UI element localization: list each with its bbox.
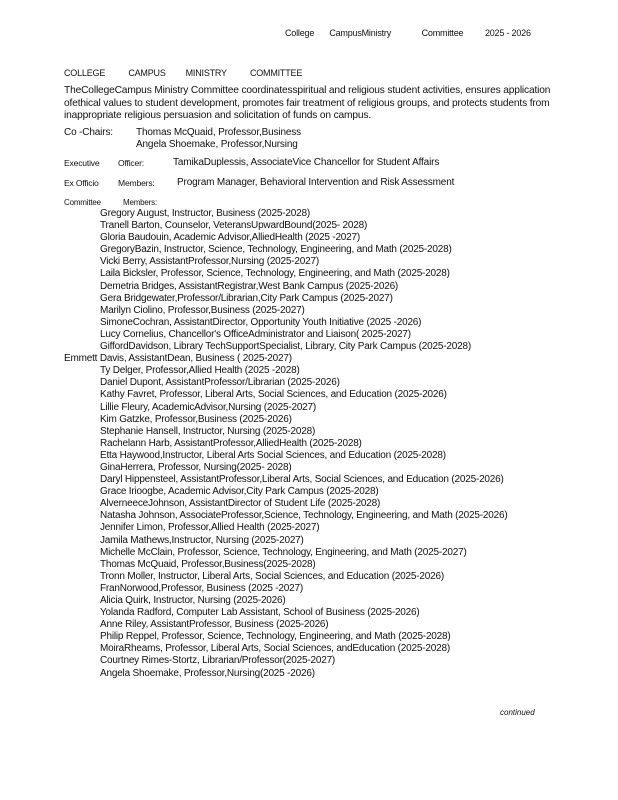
list-item: Kathy Favret, Professor, Liberal Arts, Social Sciences, and Education (2025-2026) [100, 389, 447, 401]
list-item: MoiraRheams, Professor, Liberal Arts, Social Sciences, andEducation (2025-2028) [100, 643, 450, 655]
heading-word-committee: COMMITTEE [249, 68, 303, 78]
heading-word-campus: CAMPUS [128, 68, 166, 78]
document-heading [64, 68, 302, 78]
committee-member-list [64, 208, 600, 680]
list-item: Daniel Dupont, AssistantProfessor/Librarian (2025-2026) [100, 377, 340, 389]
list-item: Philip Reppel, Professor, Science, Technology, Engineering, and Math (2025-2028) [100, 631, 451, 643]
list-item: FranNorwood,Professor, Business (2025 -2027) [100, 582, 303, 594]
list-item: Emmett Davis, AssistantDean, Business ( 2025-2027) [64, 353, 292, 365]
heading-word-ministry: MINISTRY [185, 68, 227, 78]
list-item: SimoneCochran, AssistantDirector, Opportunity Youth Initiative (2025 -2026) [100, 316, 422, 328]
list-item: Marilyn Ciolino, Professor,Business (2025-2027) [100, 304, 305, 316]
committee-members-label: Members: [123, 198, 157, 207]
header-committee: Committee [421, 28, 464, 38]
list-item: Jamila Mathews,Instructor, Nursing (2025-2027) [100, 534, 304, 546]
page-header [285, 28, 531, 38]
co-chair-2: Angela Shoemake, Professor,Nursing [136, 139, 298, 150]
list-item: Gregory August, Instructor, Business (2025-2028) [100, 208, 310, 219]
co-chairs-label: Co -Chairs: [64, 127, 113, 138]
list-item: Gera Bridgewater,Professor/Librarian,City Park Campus (2025-2027) [100, 292, 393, 304]
list-item: Demetria Bridges, AssistantRegistrar,West Bank Campus (2025-2026) [100, 280, 399, 292]
list-item: GiffordDavidson, Library TechSupportSpecialist, Library, City Park Campus (2025-2028) [100, 341, 471, 353]
executive-label: Executive [64, 158, 100, 168]
ex-officio-label: Ex Officio [64, 178, 99, 188]
list-item: Grace Irioogbe, Academic Advisor,City Park Campus (2025-2028) [100, 486, 379, 498]
ex-officio-value: Program Manager, Behavioral Intervention and Risk Assessment [177, 177, 455, 188]
list-item: Gloria Baudouin, Academic Advisor,AlliedHealth (2025 -2027) [100, 232, 361, 244]
list-item: Tranell Barton, Counselor, VeteransUpwardBound(2025- 2028) [100, 220, 368, 232]
list-item: GregoryBazin, Instructor, Science, Technology, Engineering, and Math (2025-2028) [100, 244, 452, 256]
list-item: Angela Shoemake, Professor,Nursing(2025 -2026) [100, 667, 315, 679]
committee-label: Committee [64, 198, 101, 207]
list-item: Lucy Cornelius, Chancellor's OfficeAdministrator and Liaison( 2025-2027) [100, 328, 411, 340]
list-item: GinaHerrera, Professor, Nursing(2025- 2028) [100, 461, 292, 473]
list-item: Daryl Hippensteel, AssistantProfessor,Liberal Arts, Social Sciences, and Education (2025-2026) [100, 474, 504, 486]
list-item: Stephanie Hansell, Instructor, Nursing (2025-2028) [100, 425, 316, 437]
list-item: Thomas McQuaid, Professor,Business(2025-2028) [100, 558, 316, 570]
continued-note: continued [500, 708, 535, 717]
officer-label: Officer: [118, 158, 144, 168]
list-item: Lillie Fleury, AcademicAdvisor,Nursing (2025-2027) [100, 401, 317, 413]
list-item: Yolanda Radford, Computer Lab Assistant, School of Business (2025-2026) [100, 607, 420, 619]
list-item: Michelle McClain, Professor, Science, Technology, Engineering, and Math (2025-2027) [100, 546, 467, 558]
list-item: Jennifer Limon, Professor,Allied Health (2025-2027) [100, 522, 320, 534]
list-item: Courtney Rimes-Stortz, Librarian/Professor(2025-2027) [100, 655, 336, 667]
heading-word-college: COLLEGE [64, 68, 106, 78]
list-item: Natasha Johnson, AssociateProfessor,Science, Technology, Engineering, and Math (2025-2026) [100, 510, 508, 522]
executive-officer-value: TamikaDuplessis, AssociateVice Chancellor for Student Affairs [173, 157, 440, 168]
list-item: Vicki Berry, AssistantProfessor,Nursing (2025-2027) [100, 256, 319, 268]
co-chair-1: Thomas McQuaid, Professor,Business [136, 127, 301, 138]
list-item: Laila Bicksler, Professor, Science, Technology, Engineering, and Math (2025-2028) [100, 268, 450, 280]
list-item: Kim Gatzke, Professor,Business (2025-2026) [100, 413, 292, 425]
header-ministry: CampusMinistry [329, 28, 392, 38]
list-item: AlverneeceJohnson, AssistantDirector of Student Life (2025-2028) [100, 498, 381, 510]
header-year: 2025 - 2026 [484, 28, 531, 38]
list-item: Alicia Quirk, Instructor, Nursing (2025-2026) [100, 595, 286, 606]
list-item: Anne Riley, AssistantProfessor, Business (2025-2026) [100, 619, 329, 631]
list-item: Tronn Moller, Instructor, Liberal Arts, Social Sciences, and Education (2025-2026) [100, 570, 444, 582]
header-college: College [285, 28, 315, 38]
list-item: Rachelann Harb, AssistantProfessor,AlliedHealth (2025-2028) [100, 437, 362, 449]
list-item: Ty Delger, Professor,Allied Health (2025 -2028) [100, 365, 300, 377]
ex-officio-members-label: Members: [118, 178, 155, 188]
list-item: Etta Haywood,Instructor, Liberal Arts Social Sciences, and Education (2025-2028) [100, 449, 446, 461]
committee-description: TheCollegeCampus Ministry Committee coordinatesspiritual and religious student activities, ensures application ofethical values to student development, promotes fair treatment of religious groups, and protects students from inappropriate religious persuasion and solicitation of funds on campus. [64, 85, 551, 121]
